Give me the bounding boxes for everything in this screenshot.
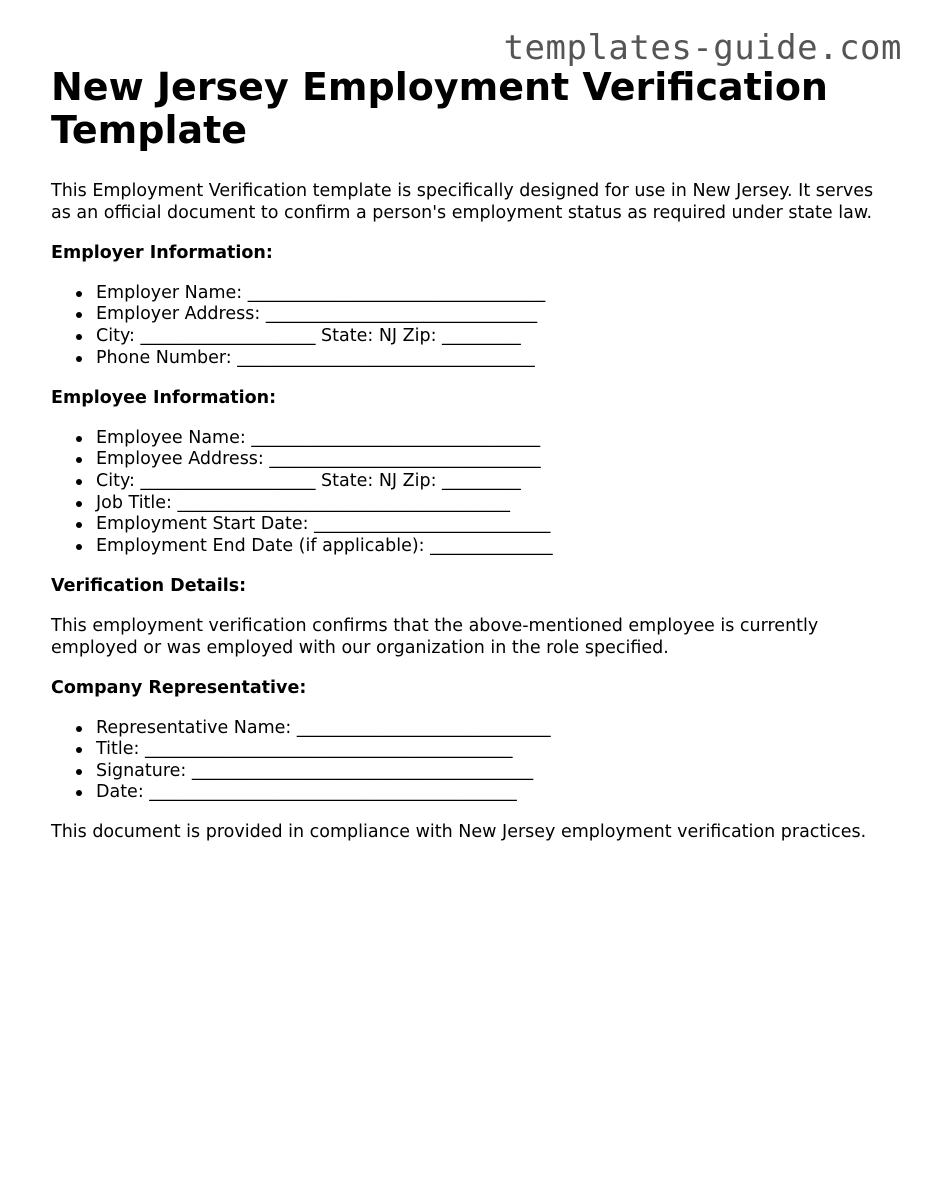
date-field[interactable]: Date: __________________________________________ xyxy=(96,782,891,804)
employee-address-field[interactable]: Employee Address: _______________________________ xyxy=(96,449,891,471)
representative-name-field[interactable]: Representative Name: _____________________________ xyxy=(96,718,891,740)
employer-address-field[interactable]: Employer Address: _______________________________ xyxy=(96,304,891,326)
employment-start-date-field[interactable]: Employment Start Date: ___________________________ xyxy=(96,514,891,536)
job-title-field[interactable]: Job Title: ______________________________________ xyxy=(96,493,891,515)
employer-name-field[interactable]: Employer Name: __________________________________ xyxy=(96,283,891,305)
employer-phone-field[interactable]: Phone Number: __________________________________ xyxy=(96,348,891,370)
verification-section-heading: Verification Details: xyxy=(51,576,247,597)
verification-paragraph: This employment verification confirms that the above-mentioned employee is currently employed or was employed with our organization in the role specified. xyxy=(51,615,819,658)
employee-section-heading: Employee Information: xyxy=(51,388,277,409)
signature-field[interactable]: Signature: _______________________________________ xyxy=(96,761,891,783)
footer-paragraph: This document is provided in compliance with New Jersey employment verification practices. xyxy=(51,822,867,843)
watermark: templates-guide.com xyxy=(503,28,902,68)
page-title: New Jersey Employment Verification Template xyxy=(51,65,828,152)
employee-name-field[interactable]: Employee Name: _________________________________ xyxy=(96,428,891,450)
employer-field-list xyxy=(51,283,891,369)
employer-city-state-zip-field[interactable]: City: ____________________ State: NJ Zip: _________ xyxy=(96,326,891,348)
representative-section-heading: Company Representative: xyxy=(51,678,307,699)
employer-section-heading: Employer Information: xyxy=(51,243,273,264)
employee-city-state-zip-field[interactable]: City: ____________________ State: NJ Zip: _________ xyxy=(96,471,891,493)
intro-paragraph: This Employment Verification template is specifically designed for use in New Jersey. It serves as an official document to confirm a person's employment status as required under state law. xyxy=(51,181,874,223)
employee-field-list xyxy=(51,428,891,558)
representative-title-field[interactable]: Title: __________________________________________ xyxy=(96,739,891,761)
representative-field-list xyxy=(51,718,891,804)
document xyxy=(51,66,891,844)
employment-end-date-field[interactable]: Employment End Date (if applicable): ______________ xyxy=(96,536,891,558)
